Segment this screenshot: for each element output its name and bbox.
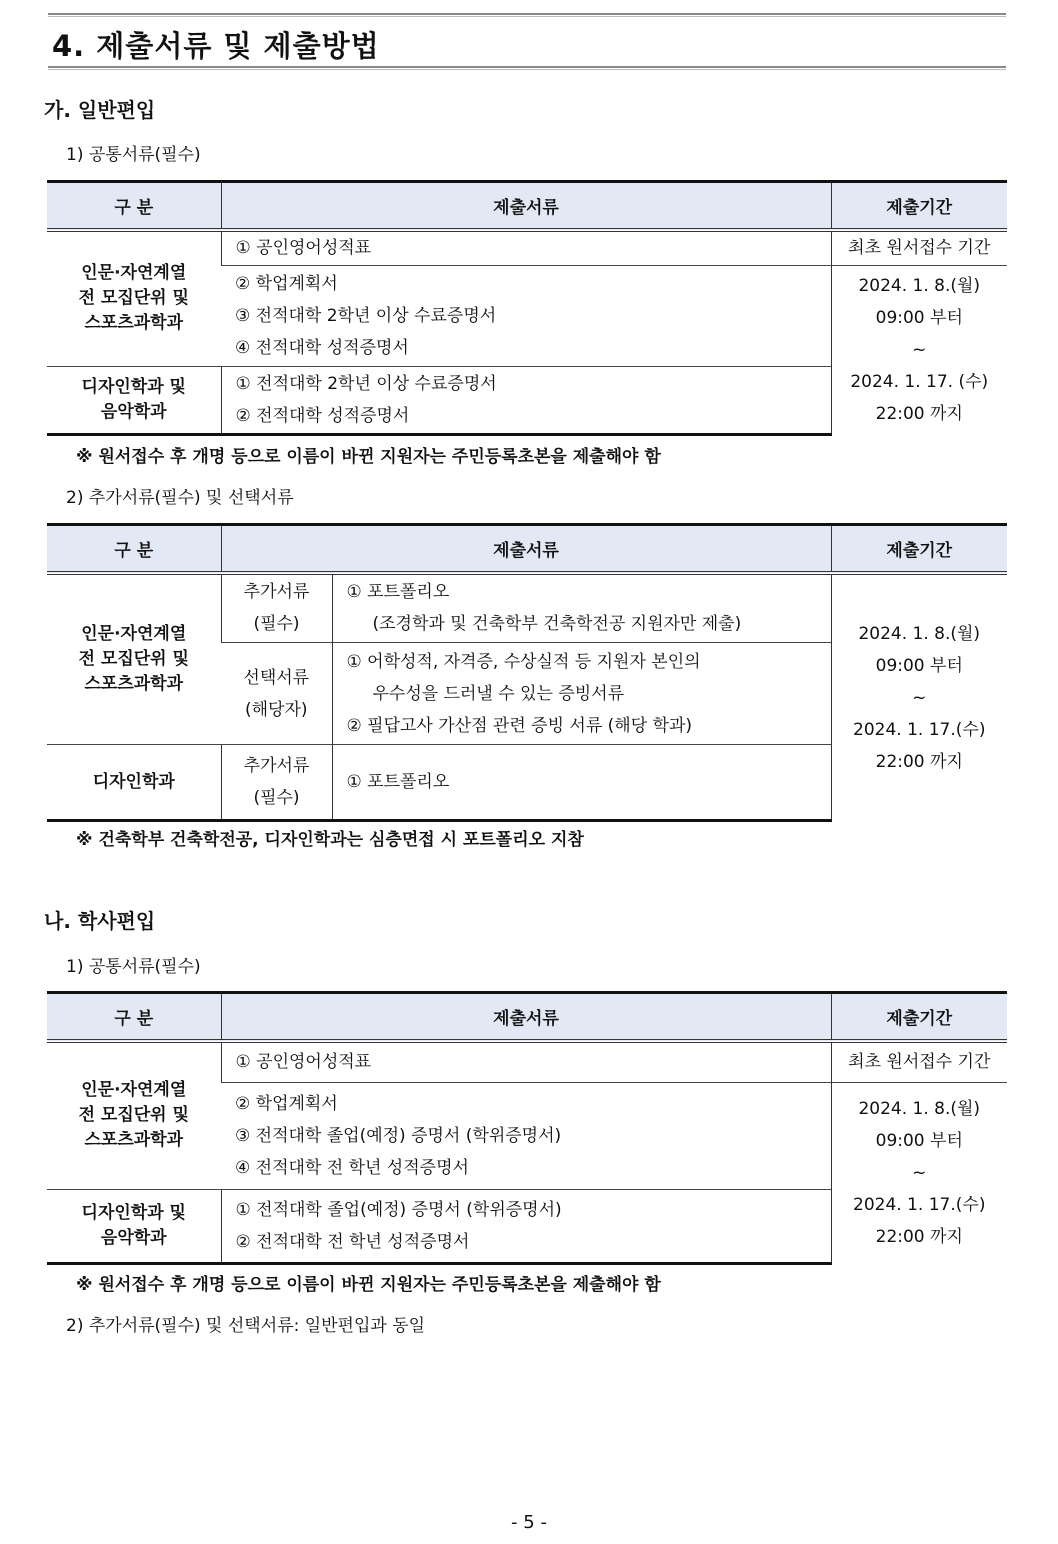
header-period: 제출기간 [831,525,1007,573]
category-cell: 인문·자연계열 전 모집단위 및 스포츠과학과 [47,230,221,367]
subtype-cell: 추가서류 (필수) [221,745,332,821]
documents-cell: ① 포트폴리오 (조경학과 및 건축학부 건축학전공 지원자만 제출) [332,573,831,643]
section-heading-general: 가. 일반편입 [44,98,156,122]
period-cell: 2024. 1. 8.(월) 09:00 부터 ~ 2024. 1. 17.(수) 22:00 까지 [831,573,1007,821]
table-general-additional [47,523,1007,822]
category-cell: 디자인학과 및 음악학과 [47,367,221,435]
documents-cell: ② 학업계획서 ③ 전적대학 2학년 이상 수료증명서 ④ 전적대학 성적증명서 [221,266,831,367]
documents-cell: ① 포트폴리오 [332,745,831,821]
subheading-general-additional: 2) 추가서류(필수) 및 선택서류 [66,488,294,508]
documents-cell: ② 학업계획서 ③ 전적대학 졸업(예정) 증명서 (학위증명서) ④ 전적대학 전 학년 성적증명서 [221,1083,831,1190]
header-period: 제출기간 [831,993,1007,1041]
table-bachelor-common [47,991,1007,1265]
category-cell: 인문·자연계열 전 모집단위 및 스포츠과학과 [47,1041,221,1190]
header-documents: 제출서류 [221,182,831,230]
page-number: - 5 - [511,1512,547,1533]
documents-cell: ① 공인영어성적표 [221,1041,831,1083]
header-category: 구 분 [47,525,221,573]
header-category: 구 분 [47,182,221,230]
documents-cell: ① 전적대학 졸업(예정) 증명서 (학위증명서) ② 전적대학 전 학년 성적증명서 [221,1190,831,1264]
subtype-cell: 추가서류 (필수) [221,573,332,643]
header-category: 구 분 [47,993,221,1041]
header-documents: 제출서류 [221,993,831,1041]
subtype-cell: 선택서류 (해당자) [221,643,332,745]
header-period: 제출기간 [831,182,1007,230]
note-name-change: ※ 원서접수 후 개명 등으로 이름이 바뀐 지원자는 주민등록초본을 제출해야 함 [76,1275,661,1295]
title-rule-top [48,13,1006,17]
period-cell: 2024. 1. 8.(월) 09:00 부터 ~ 2024. 1. 17.(수) 22:00 까지 [831,1083,1007,1264]
period-cell: 최초 원서접수 기간 [831,1041,1007,1083]
subheading-bachelor-additional: 2) 추가서류(필수) 및 선택서류: 일반편입과 동일 [66,1316,426,1336]
header-documents: 제출서류 [221,525,831,573]
category-cell: 디자인학과 및 음악학과 [47,1190,221,1264]
category-cell: 인문·자연계열 전 모집단위 및 스포츠과학과 [47,573,221,745]
subheading-general-common: 1) 공통서류(필수) [66,145,201,165]
note-name-change: ※ 원서접수 후 개명 등으로 이름이 바뀐 지원자는 주민등록초본을 제출해야 함 [76,447,661,467]
documents-cell: ① 전적대학 2학년 이상 수료증명서 ② 전적대학 성적증명서 [221,367,831,435]
period-cell: 2024. 1. 8.(월) 09:00 부터 ~ 2024. 1. 17. (수) 22:00 까지 [831,266,1007,435]
title-rule-bottom [48,66,1006,70]
documents-cell: ① 어학성적, 자격증, 수상실적 등 지원자 본인의 우수성을 드러낼 수 있는 증빙서류 ② 필답고사 가산점 관련 증빙 서류 (해당 학과) [332,643,831,745]
period-cell: 최초 원서접수 기간 [831,230,1007,266]
page-title: 4. 제출서류 및 제출방법 [52,29,380,63]
category-cell: 디자인학과 [47,745,221,821]
table-general-common [47,180,1007,436]
subheading-bachelor-common: 1) 공통서류(필수) [66,957,201,977]
note-portfolio: ※ 건축학부 건축학전공, 디자인학과는 심층면접 시 포트폴리오 지참 [76,830,584,850]
section-heading-bachelor: 나. 학사편입 [44,909,156,933]
documents-cell: ① 공인영어성적표 [221,230,831,266]
